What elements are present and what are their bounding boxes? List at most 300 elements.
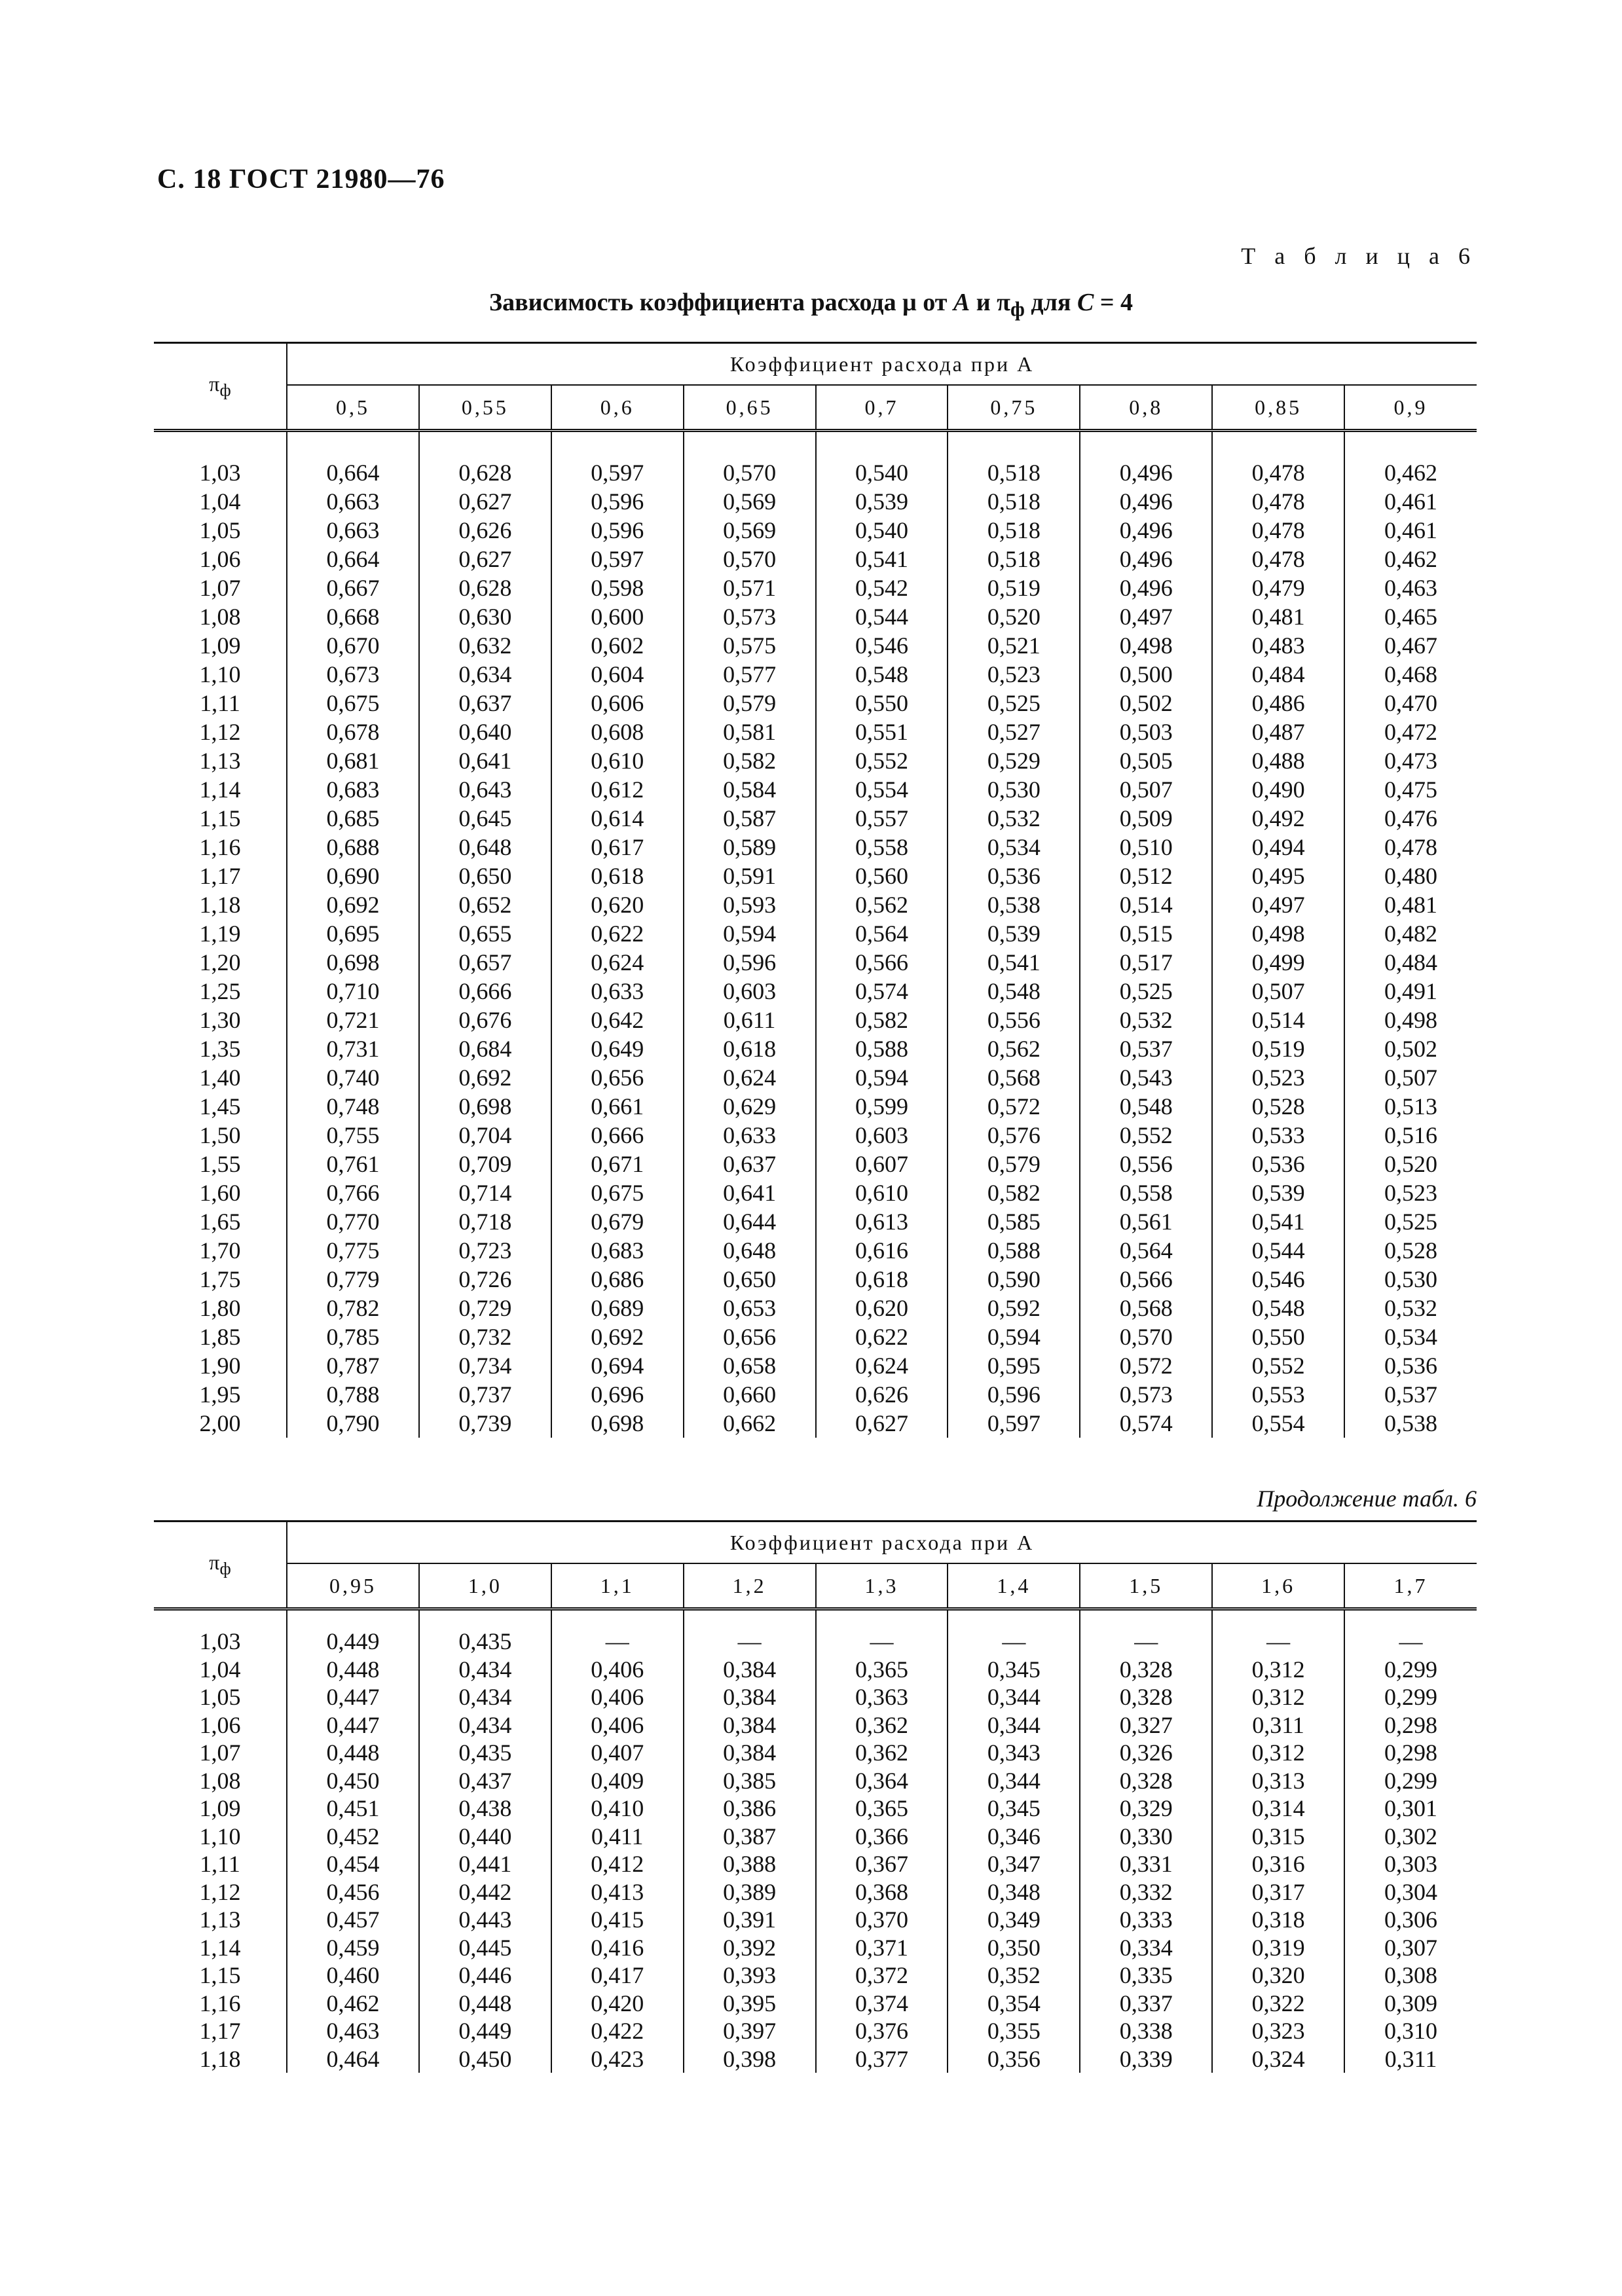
table-cell: 0,644: [684, 1207, 816, 1236]
table-cell: 0,770: [287, 1207, 419, 1236]
table-cell: 0,494: [1212, 833, 1344, 862]
table-cell: 0,301: [1344, 1795, 1477, 1823]
table-cell: 0,484: [1212, 660, 1344, 689]
table-cell: 0,556: [1080, 1150, 1212, 1178]
table-cell: 0,685: [287, 804, 419, 833]
table-cell: 0,579: [948, 1150, 1080, 1178]
table-cell: 0,445: [419, 1934, 551, 1962]
table-cell: 0,306: [1344, 1906, 1477, 1934]
column-header: 1,1: [551, 1563, 684, 1609]
table-cell: 0,435: [419, 1628, 551, 1656]
table-cell: 0,308: [1344, 1961, 1477, 1990]
table-row: [154, 1739, 1477, 1767]
table-cell: 0,423: [551, 2045, 684, 2073]
table-row: [154, 977, 1477, 1006]
table-row: [154, 1294, 1477, 1322]
table-row: [154, 1236, 1477, 1265]
row-label: 1,14: [199, 1934, 241, 1961]
table-row: [154, 1767, 1477, 1795]
table-cell: 0,365: [816, 1656, 948, 1684]
table-cell: 0,589: [684, 833, 816, 862]
table-cell: 0,338: [1080, 2017, 1212, 2045]
table-cell: 0,570: [684, 458, 816, 487]
column-header: 0,8: [1080, 385, 1212, 431]
table-cell: 0,514: [1080, 890, 1212, 919]
table-cell: 0,348: [948, 1878, 1080, 1906]
table-cell: 0,540: [816, 516, 948, 545]
table-cell: 0,664: [287, 458, 419, 487]
column-header: 0,65: [684, 385, 816, 431]
table-cell: 0,604: [551, 660, 684, 689]
table-cell: 0,521: [948, 631, 1080, 660]
span-header: Коэффициент расхода при A: [287, 343, 1477, 386]
table-cell: 0,584: [684, 775, 816, 804]
table-cell: 0,298: [1344, 1739, 1477, 1767]
table-cell: 0,356: [948, 2045, 1080, 2073]
table-cell: 0,577: [684, 660, 816, 689]
span-header: Коэффициент расхода при A: [287, 1522, 1477, 1564]
table-cell: 0,704: [419, 1121, 551, 1150]
table-row: [154, 516, 1477, 545]
table-cell: 0,309: [1344, 1990, 1477, 2018]
table-cell: 0,571: [684, 574, 816, 602]
table-cell: 0,470: [1344, 689, 1477, 718]
table-cell: 0,412: [551, 1850, 684, 1878]
table-cell: 0,550: [816, 689, 948, 718]
table-row: [154, 1265, 1477, 1294]
table-cell: 0,537: [1344, 1380, 1477, 1409]
table-cell: 0,734: [419, 1351, 551, 1380]
table-cell: 0,367: [816, 1850, 948, 1878]
table-cell: 0,442: [419, 1878, 551, 1906]
row-label: 1,55: [199, 1151, 241, 1177]
table-cell: 0,718: [419, 1207, 551, 1236]
table-cell: 0,597: [551, 458, 684, 487]
table-cell: 0,352: [948, 1961, 1080, 1990]
table-cell: 0,620: [551, 890, 684, 919]
table-cell: 0,447: [287, 1683, 419, 1711]
table-row: [154, 1628, 1477, 1656]
row-label: 1,30: [199, 1007, 241, 1033]
table-cell: 0,598: [551, 574, 684, 602]
table-cell: 0,748: [287, 1092, 419, 1121]
table-cell: 0,600: [551, 602, 684, 631]
table-cell: 0,622: [551, 919, 684, 948]
table-cell: 0,478: [1344, 833, 1477, 862]
table-cell: 0,507: [1080, 775, 1212, 804]
table-row: [154, 1878, 1477, 1906]
row-label: 1,06: [199, 1711, 241, 1738]
row-label: 1,13: [199, 748, 241, 774]
table-cell: 0,633: [551, 977, 684, 1006]
table-row: [154, 804, 1477, 833]
table-cell: 0,366: [816, 1823, 948, 1851]
table-cell: 0,527: [948, 718, 1080, 746]
table-cell: 0,460: [287, 1961, 419, 1990]
table-row: [154, 1961, 1477, 1990]
table-cell: 0,496: [1080, 487, 1212, 516]
table-cell: 0,370: [816, 1906, 948, 1934]
table-cell: 0,409: [551, 1767, 684, 1795]
table-cell: 0,574: [1080, 1409, 1212, 1438]
table-cell: 0,395: [684, 1990, 816, 2018]
table-cell: 0,661: [551, 1092, 684, 1121]
table-cell: 0,497: [1212, 890, 1344, 919]
row-label: 1,80: [199, 1295, 241, 1321]
table-row: [154, 2017, 1477, 2045]
table-row: [154, 833, 1477, 862]
column-header: 0,85: [1212, 385, 1344, 431]
row-label: 1,09: [199, 1795, 241, 1821]
table-cell: 0,606: [551, 689, 684, 718]
table-cell: 0,681: [287, 746, 419, 775]
table-cell: 0,553: [1212, 1380, 1344, 1409]
table-cell: 0,627: [419, 545, 551, 574]
table-cell: 0,653: [684, 1294, 816, 1322]
table-cell: 0,343: [948, 1739, 1080, 1767]
table-cell: 0,539: [1212, 1178, 1344, 1207]
table-cell: 0,541: [1212, 1207, 1344, 1236]
row-label: 1,03: [199, 460, 241, 486]
table-cell: 0,498: [1212, 919, 1344, 948]
table-cell: 0,372: [816, 1961, 948, 1990]
row-label: 1,18: [199, 2045, 241, 2072]
table-cell: 0,525: [1344, 1207, 1477, 1236]
table-cell: 0,548: [816, 660, 948, 689]
table-cell: 0,318: [1212, 1906, 1344, 1934]
table-cell: 0,410: [551, 1795, 684, 1823]
table-cell: 0,667: [287, 574, 419, 602]
table-cell: 0,478: [1212, 545, 1344, 574]
table-cell: 0,530: [1344, 1265, 1477, 1294]
table-cell: 0,523: [1344, 1178, 1477, 1207]
table-cell: 0,331: [1080, 1850, 1212, 1878]
table-cell: 0,582: [816, 1006, 948, 1034]
table-cell: 0,632: [419, 631, 551, 660]
table-cell: 0,459: [287, 1934, 419, 1962]
table-cell: 0,660: [684, 1380, 816, 1409]
table-cell: 0,335: [1080, 1961, 1212, 1990]
title-mid: и π: [970, 289, 1010, 316]
row-label: 1,25: [199, 978, 241, 1004]
row-label: 1,03: [199, 1628, 241, 1654]
table-cell: 0,327: [1080, 1711, 1212, 1740]
table-cell: 0,347: [948, 1850, 1080, 1878]
table-cell: 0,532: [948, 804, 1080, 833]
table-cell: 0,596: [684, 948, 816, 977]
table-cell: 0,328: [1080, 1683, 1212, 1711]
table-cell: 0,558: [816, 833, 948, 862]
column-header: 0,9: [1344, 385, 1477, 431]
table-cell: 0,496: [1080, 574, 1212, 602]
table-row: [154, 1795, 1477, 1823]
table-row: [154, 1063, 1477, 1092]
row-label: 1,45: [199, 1093, 241, 1120]
table-cell: 0,550: [1212, 1322, 1344, 1351]
table-row: [154, 1178, 1477, 1207]
table-cell: 0,629: [684, 1092, 816, 1121]
table-cell: 0,463: [287, 2017, 419, 2045]
row-label: 1,20: [199, 949, 241, 975]
table-cell: 0,384: [684, 1739, 816, 1767]
row-label: 2,00: [199, 1410, 241, 1436]
table-cell: 0,320: [1212, 1961, 1344, 1990]
table-cell: 0,495: [1212, 862, 1344, 890]
table-cell: 0,568: [1080, 1294, 1212, 1322]
table-cell: 0,572: [948, 1092, 1080, 1121]
table-cell: 0,374: [816, 1990, 948, 2018]
table-cell: —: [1212, 1628, 1344, 1656]
table-cell: 0,675: [287, 689, 419, 718]
row-label: 1,13: [199, 1906, 241, 1933]
table-row: [154, 746, 1477, 775]
table-cell: 0,594: [948, 1322, 1080, 1351]
column-header: 1,6: [1212, 1563, 1344, 1609]
table-cell: 0,533: [1212, 1121, 1344, 1150]
table-cell: 0,596: [551, 516, 684, 545]
table-cell: 0,562: [816, 890, 948, 919]
table-cell: 0,548: [1080, 1092, 1212, 1121]
table-cell: 0,534: [948, 833, 1080, 862]
table-cell: 0,461: [1344, 487, 1477, 516]
table-row: [154, 602, 1477, 631]
table-cell: 0,608: [551, 718, 684, 746]
table-cell: 0,446: [419, 1961, 551, 1990]
table-cell: 0,662: [684, 1409, 816, 1438]
table-cell: 0,393: [684, 1961, 816, 1990]
table-cell: 0,766: [287, 1178, 419, 1207]
table-cell: 0,698: [287, 948, 419, 977]
table-cell: 0,464: [287, 2045, 419, 2073]
table-cell: 0,652: [419, 890, 551, 919]
table-cell: 0,552: [816, 746, 948, 775]
table-cell: 0,666: [551, 1121, 684, 1150]
table-cell: 0,530: [948, 775, 1080, 804]
table-cell: 0,658: [684, 1351, 816, 1380]
table-label: Т а б л и ц а 6: [1241, 243, 1477, 269]
table-cell: 0,365: [816, 1795, 948, 1823]
pi-symbol: π: [209, 372, 220, 396]
table-cell: 0,518: [948, 458, 1080, 487]
table-row: [154, 1656, 1477, 1684]
table-cell: 0,572: [1080, 1351, 1212, 1380]
table-cell: 0,346: [948, 1823, 1080, 1851]
table-row: [154, 1906, 1477, 1934]
row-label: 1,17: [199, 2018, 241, 2044]
table-cell: 0,566: [816, 948, 948, 977]
table-cell: 0,362: [816, 1739, 948, 1767]
table-cell: 0,505: [1080, 746, 1212, 775]
table-cell: 0,596: [551, 487, 684, 516]
table-cell: 0,532: [1080, 1006, 1212, 1034]
table-cell: 0,473: [1344, 746, 1477, 775]
table-cell: 0,627: [419, 487, 551, 516]
table-cell: 0,655: [419, 919, 551, 948]
table-cell: 0,649: [551, 1034, 684, 1063]
table-cell: 0,329: [1080, 1795, 1212, 1823]
table-cell: 0,313: [1212, 1767, 1344, 1795]
table-cell: 0,438: [419, 1795, 551, 1823]
table-cell: 0,556: [948, 1006, 1080, 1034]
table-cell: 0,755: [287, 1121, 419, 1150]
table-cell: 0,362: [816, 1711, 948, 1740]
table-cell: 0,513: [1344, 1092, 1477, 1121]
table-cell: 0,551: [816, 718, 948, 746]
table-cell: 0,587: [684, 804, 816, 833]
table-row: [154, 660, 1477, 689]
table-cell: 0,384: [684, 1683, 816, 1711]
table-cell: 0,537: [1080, 1034, 1212, 1063]
table-cell: 0,657: [419, 948, 551, 977]
table-cell: 0,593: [684, 890, 816, 919]
table-row: [154, 1990, 1477, 2018]
table-row: [154, 1380, 1477, 1409]
table-cell: 0,648: [684, 1236, 816, 1265]
table-cell: 0,548: [1212, 1294, 1344, 1322]
table-cell: 0,509: [1080, 804, 1212, 833]
table-cell: 0,633: [684, 1121, 816, 1150]
table-cell: 0,487: [1212, 718, 1344, 746]
table-cell: 0,694: [551, 1351, 684, 1380]
table-cell: 0,663: [287, 516, 419, 545]
table-cell: 0,304: [1344, 1878, 1477, 1906]
table-cell: 0,634: [419, 660, 551, 689]
table-cell: 0,576: [948, 1121, 1080, 1150]
table-cell: 0,515: [1080, 919, 1212, 948]
table-cell: 0,518: [948, 487, 1080, 516]
column-header: 0,6: [551, 385, 684, 431]
table-cell: 0,333: [1080, 1906, 1212, 1934]
title-suffix: для: [1024, 289, 1077, 316]
table-cell: 0,664: [287, 545, 419, 574]
table-cell: 0,668: [287, 602, 419, 631]
table-cell: 0,569: [684, 487, 816, 516]
table-cell: 0,461: [1344, 516, 1477, 545]
table-cell: 0,481: [1212, 602, 1344, 631]
table-cell: 0,441: [419, 1850, 551, 1878]
table-cell: 0,582: [948, 1178, 1080, 1207]
table-body: [154, 431, 1477, 1438]
table-cell: 0,520: [948, 602, 1080, 631]
table-cell: 0,532: [1344, 1294, 1477, 1322]
table-cell: 0,617: [551, 833, 684, 862]
table-row: [154, 1934, 1477, 1962]
table-cell: 0,454: [287, 1850, 419, 1878]
row-label: 1,04: [199, 488, 241, 515]
title-prefix: Зависимость коэффициента расхода μ от: [489, 289, 953, 316]
table-row: [154, 574, 1477, 602]
table-cell: 0,620: [816, 1294, 948, 1322]
table-cell: 0,488: [1212, 746, 1344, 775]
table-cell: 0,337: [1080, 1990, 1212, 2018]
table-cell: 0,420: [551, 1990, 684, 2018]
table-cell: 0,465: [1344, 602, 1477, 631]
table-cell: 0,618: [816, 1265, 948, 1294]
table-cell: —: [816, 1628, 948, 1656]
table-cell: 0,630: [419, 602, 551, 631]
table-cell: 0,310: [1344, 2017, 1477, 2045]
table-cell: 0,614: [551, 804, 684, 833]
table-cell: 0,542: [816, 574, 948, 602]
table-cell: 0,624: [551, 948, 684, 977]
table-cell: 0,536: [1344, 1351, 1477, 1380]
table-cell: 0,689: [551, 1294, 684, 1322]
row-label: 1,15: [199, 805, 241, 831]
row-label: 1,07: [199, 1740, 241, 1766]
column-header: 1,0: [419, 1563, 551, 1609]
table-cell: 0,581: [684, 718, 816, 746]
table-cell: 0,775: [287, 1236, 419, 1265]
table-cell: 0,543: [1080, 1063, 1212, 1092]
table-cell: 0,434: [419, 1683, 551, 1711]
table-cell: 0,322: [1212, 1990, 1344, 2018]
table-cell: 0,637: [419, 689, 551, 718]
column-header: 1,5: [1080, 1563, 1212, 1609]
table-cell: 0,575: [684, 631, 816, 660]
table-cell: 0,345: [948, 1656, 1080, 1684]
table-row: [154, 919, 1477, 948]
table-cell: 0,726: [419, 1265, 551, 1294]
table-cell: 0,569: [684, 516, 816, 545]
table-cell: 0,548: [948, 977, 1080, 1006]
table-cell: 0,695: [287, 919, 419, 948]
table-cell: 0,334: [1080, 1934, 1212, 1962]
table-cell: 0,599: [816, 1092, 948, 1121]
table-cell: 0,628: [419, 458, 551, 487]
table-cell: 0,622: [816, 1322, 948, 1351]
table-cell: 0,516: [1344, 1121, 1477, 1150]
table-cell: 0,607: [816, 1150, 948, 1178]
table-cell: 0,683: [287, 775, 419, 804]
table-cell: 0,312: [1212, 1656, 1344, 1684]
table-cell: 0,462: [1344, 545, 1477, 574]
table-cell: 0,456: [287, 1878, 419, 1906]
table-cell: 0,709: [419, 1150, 551, 1178]
row-label: 1,19: [199, 920, 241, 947]
table-cell: 0,388: [684, 1850, 816, 1878]
table-cell: 0,528: [1212, 1092, 1344, 1121]
table-cell: 0,384: [684, 1711, 816, 1740]
table-cell: 0,546: [1212, 1265, 1344, 1294]
row-label: 1,04: [199, 1656, 241, 1683]
table-cell: 0,328: [1080, 1656, 1212, 1684]
table-cell: 0,371: [816, 1934, 948, 1962]
table-cell: 0,437: [419, 1767, 551, 1795]
table-cell: 0,520: [1344, 1150, 1477, 1178]
table-cell: 0,407: [551, 1739, 684, 1767]
table-cell: 0,613: [816, 1207, 948, 1236]
table-cell: 0,602: [551, 631, 684, 660]
table-cell: 0,671: [551, 1150, 684, 1178]
table-cell: 0,299: [1344, 1767, 1477, 1795]
table-cell: 0,656: [551, 1063, 684, 1092]
table-cell: 0,626: [419, 516, 551, 545]
table-cell: 0,612: [551, 775, 684, 804]
table-cell: 0,566: [1080, 1265, 1212, 1294]
row-label: 1,65: [199, 1209, 241, 1235]
column-header: 1,7: [1344, 1563, 1477, 1609]
table-cell: 0,440: [419, 1823, 551, 1851]
table-cell: 0,579: [684, 689, 816, 718]
table-cell: 0,729: [419, 1294, 551, 1322]
table-cell: 0,503: [1080, 718, 1212, 746]
table-cell: 0,472: [1344, 718, 1477, 746]
column-header: 0,95: [287, 1563, 419, 1609]
table-cell: 0,536: [1212, 1150, 1344, 1178]
table-cell: 0,498: [1344, 1006, 1477, 1034]
row-label: 1,08: [199, 1767, 241, 1794]
table-cell: 0,732: [419, 1322, 551, 1351]
